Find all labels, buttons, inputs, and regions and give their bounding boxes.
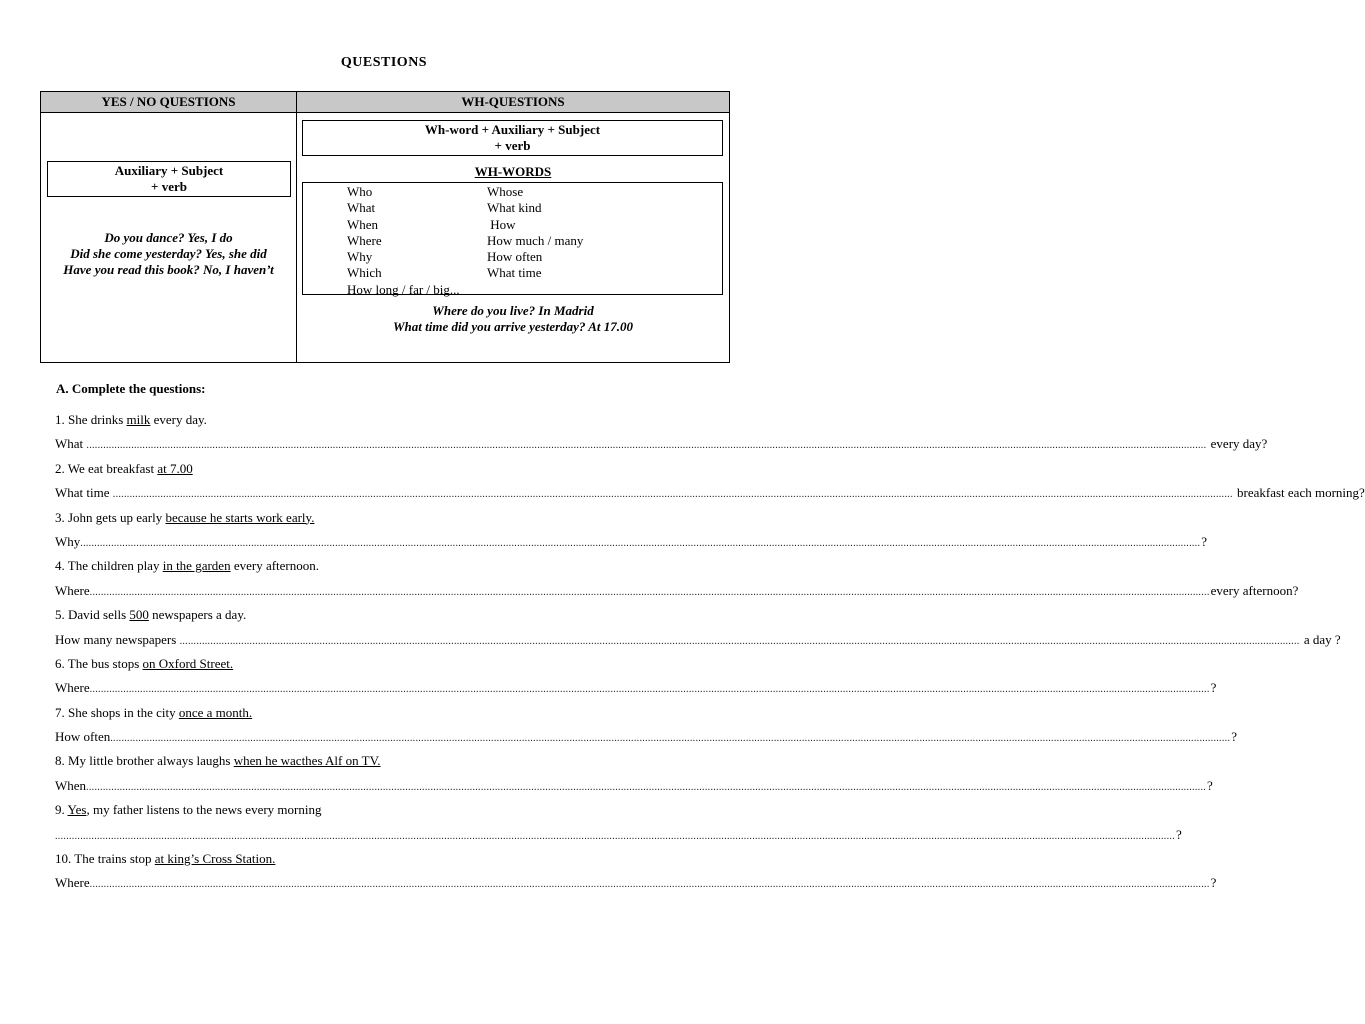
grammar-table — [40, 91, 730, 363]
exercise-sentence — [55, 457, 705, 481]
underlined-answer-cue: at 7.00 — [157, 460, 193, 476]
answer-line[interactable] — [55, 628, 1341, 652]
answer-suffix: ? — [1207, 777, 1213, 793]
answer-suffix: ? — [1176, 826, 1182, 842]
wh-word: What — [347, 200, 376, 216]
answer-blank[interactable]: ................................................................................................................................................................................................................................................................................................................................................................................................................ — [89, 879, 1210, 891]
exercise-sentence — [55, 798, 705, 822]
wh-word: What time — [487, 265, 542, 281]
wh-examples — [297, 303, 729, 335]
underlined-answer-cue: on Oxford Street. — [142, 655, 234, 671]
answer-prefix: When — [55, 777, 87, 793]
answer-line[interactable] — [55, 579, 1299, 603]
wh-word: Who — [347, 184, 373, 199]
answer-blank[interactable]: ................................................................................................................................................................................................................................................................................................................................................................................................................ — [89, 586, 1210, 598]
answer-line[interactable] — [55, 432, 1268, 456]
sentence-text: 7. She shops in the city — [55, 704, 179, 720]
underlined-answer-cue: 500 — [129, 607, 149, 623]
wh-words-column-1 — [347, 184, 460, 298]
sentence-text: 2. We eat breakfast — [55, 460, 158, 476]
sentence-text: 3. John gets up early — [55, 509, 166, 525]
wh-words-box — [302, 182, 723, 295]
yes-no-example: Do you dance? Yes, I do — [104, 230, 233, 245]
answer-suffix: ? — [1231, 729, 1238, 745]
exercise-list — [55, 408, 1365, 896]
answer-line[interactable] — [55, 676, 1217, 700]
yes-no-formula-line: + verb — [151, 179, 187, 194]
answer-blank[interactable]: ................................................................................................................................................................................................................................................................................................................................................................................................................ — [55, 830, 1175, 842]
wh-word: When — [347, 216, 379, 232]
wh-cell — [297, 113, 730, 363]
wh-formula-line: Wh-word + Auxiliary + Subject — [424, 122, 601, 137]
answer-prefix: How many newspapers — [55, 631, 180, 647]
sentence-text: 1. She drinks — [55, 412, 127, 427]
underlined-answer-cue: because he starts work early. — [165, 509, 315, 525]
exercise-sentence — [55, 652, 705, 676]
sentence-text: , my father listens to the news every morning — [86, 802, 322, 818]
exercise-sentence — [55, 701, 705, 725]
wh-words-heading: WH-WORDS — [474, 164, 552, 179]
sentence-text: every afternoon. — [230, 558, 320, 574]
page-title: QUESTIONS — [340, 55, 428, 70]
sentence-text: 10. The trains stop — [55, 851, 155, 867]
wh-example: What time did you arrive yesterday? At 17.00 — [393, 319, 633, 334]
answer-suffix: every day? — [1207, 436, 1268, 452]
answer-prefix: Why — [55, 533, 81, 549]
answer-line[interactable] — [55, 725, 1238, 749]
answer-line[interactable] — [55, 823, 1182, 847]
sentence-text: 8. My little brother always laughs — [55, 753, 234, 769]
answer-blank[interactable]: ................................................................................................................................................................................................................................................................................................................................................................................................................ — [89, 684, 1210, 696]
answer-prefix: What time — [55, 485, 113, 501]
wh-formula-box — [302, 120, 723, 156]
sentence-text: every day. — [150, 412, 207, 427]
answer-line[interactable] — [55, 481, 1365, 505]
answer-suffix: ? — [1210, 680, 1217, 696]
exercise-sentence — [55, 749, 705, 773]
wh-words-column-2 — [487, 184, 583, 282]
answer-prefix: How often — [55, 729, 111, 745]
answer-prefix: Where — [55, 875, 90, 891]
wh-word: Which — [347, 265, 382, 281]
yes-no-cell — [41, 113, 297, 363]
answer-prefix: What — [55, 436, 87, 452]
exercise-sentence — [55, 408, 705, 432]
answer-suffix: a day ? — [1300, 631, 1341, 647]
answer-prefix: Where — [55, 582, 90, 598]
exercise-heading: A. Complete the questions: — [56, 381, 206, 396]
underlined-answer-cue: in the garden — [162, 558, 231, 574]
answer-prefix: Where — [55, 680, 90, 696]
answer-line[interactable] — [55, 774, 1213, 798]
answer-suffix: breakfast each morning? — [1233, 485, 1365, 501]
underlined-answer-cue: Yes — [67, 802, 87, 818]
yes-no-formula-box — [47, 161, 291, 197]
answer-line[interactable] — [55, 871, 1217, 895]
wh-word: How — [487, 216, 516, 232]
wh-word: What kind — [487, 200, 542, 216]
wh-word: Why — [347, 249, 373, 265]
yes-no-formula-line: Auxiliary + Subject — [114, 163, 224, 178]
answer-blank[interactable]: ................................................................................................................................................................................................................................................................................................................................................................................................................ — [179, 635, 1300, 647]
answer-suffix: ? — [1210, 875, 1217, 891]
exercise-sentence — [55, 603, 705, 627]
answer-suffix: ? — [1201, 533, 1208, 549]
exercise-sentence — [55, 847, 705, 871]
yes-no-example: Have you read this book? No, I haven’t — [63, 262, 274, 277]
wh-header: WH-QUESTIONS — [297, 92, 730, 113]
underlined-answer-cue: once a month. — [178, 704, 253, 720]
answer-suffix: every afternoon? — [1210, 582, 1299, 598]
yes-no-example: Did she come yesterday? Yes, she did — [70, 246, 267, 261]
answer-line[interactable] — [55, 530, 1208, 554]
wh-word: How often — [487, 249, 543, 265]
answer-blank[interactable]: ................................................................................................................................................................................................................................................................................................................................................................................................................ — [110, 733, 1231, 745]
yes-no-examples — [41, 230, 296, 278]
wh-formula-line: + verb — [494, 138, 531, 153]
wh-word: Whose — [487, 184, 524, 199]
sentence-text: newspapers a day. — [148, 607, 247, 623]
wh-word: How long / far / big... — [347, 281, 460, 297]
answer-blank[interactable]: ................................................................................................................................................................................................................................................................................................................................................................................................................ — [86, 781, 1207, 793]
underlined-answer-cue: milk — [126, 412, 151, 427]
sentence-text: 4. The children play — [55, 558, 163, 574]
answer-blank[interactable]: ................................................................................................................................................................................................................................................................................................................................................................................................................ — [86, 440, 1207, 452]
underlined-answer-cue: when he wacthes Alf on TV. — [233, 753, 381, 769]
wh-word: Where — [347, 232, 382, 248]
sentence-text: 6. The bus stops — [55, 655, 143, 671]
wh-word: How much / many — [487, 232, 584, 248]
sentence-text: 5. David sells — [55, 607, 130, 623]
exercise-sentence — [55, 506, 705, 530]
yes-no-header: YES / NO QUESTIONS — [41, 92, 297, 113]
answer-blank[interactable]: ................................................................................................................................................................................................................................................................................................................................................................................................................ — [112, 489, 1233, 501]
exercise-sentence — [55, 554, 705, 578]
wh-example: Where do you live? In Madrid — [432, 303, 594, 318]
sentence-text: 9. — [55, 802, 68, 818]
answer-blank[interactable]: ................................................................................................................................................................................................................................................................................................................................................................................................................ — [80, 537, 1201, 549]
underlined-answer-cue: at king’s Cross Station. — [154, 851, 276, 867]
